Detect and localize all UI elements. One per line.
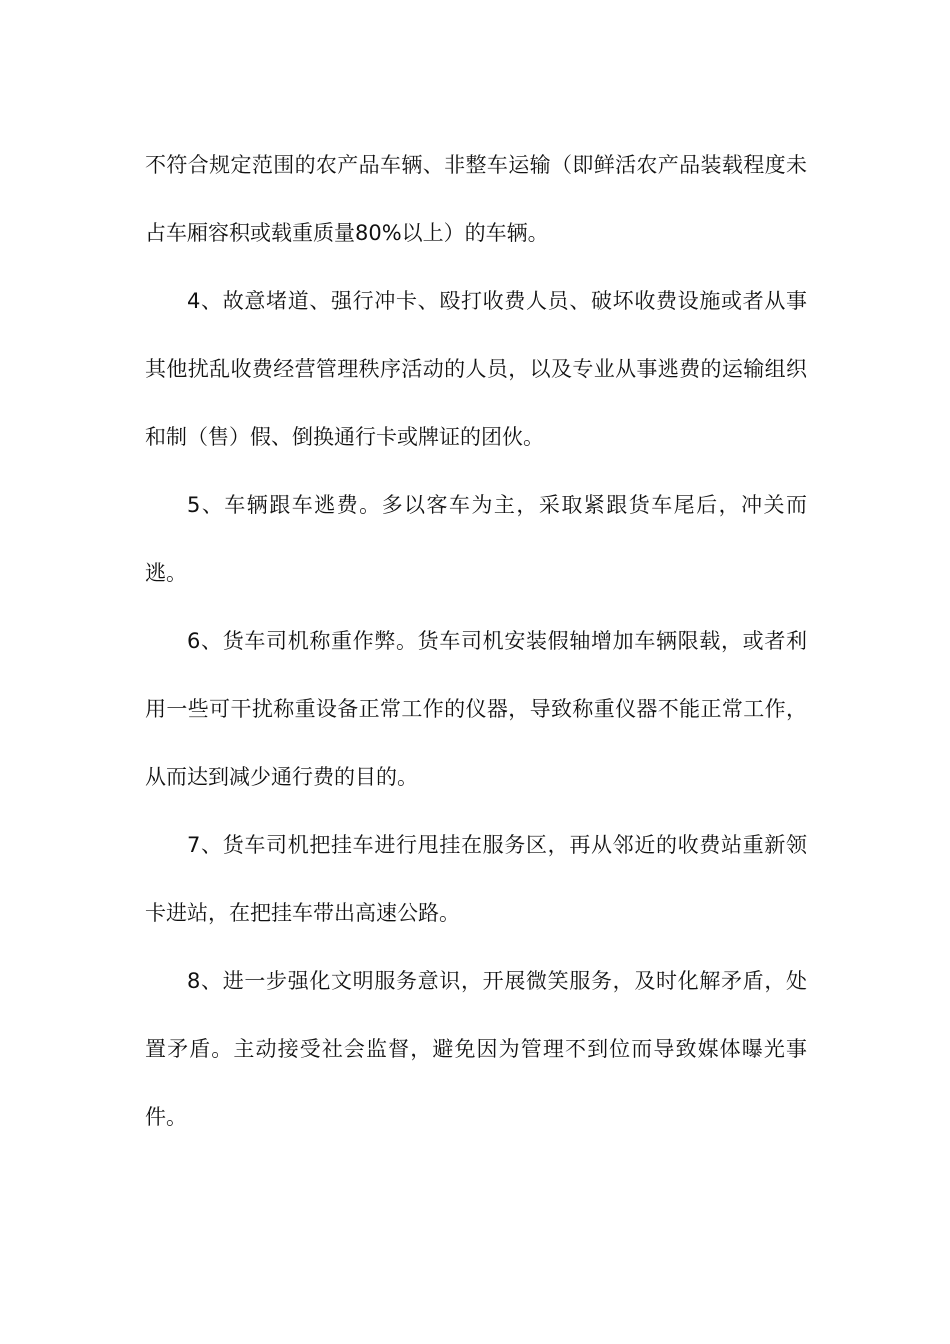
paragraph-continuation: 不符合规定范围的农产品车辆、非整车运输（即鲜活农产品装载程度未占车厢容积或载重质量80%以上）的车辆。: [145, 153, 807, 245]
document-body: [145, 131, 807, 1151]
paragraph-item-6: 6、货车司机称重作弊。货车司机安装假轴增加车辆限载，或者利用一些可干扰称重设备正常工作的仪器，导致称重仪器不能正常工作，从而达到减少通行费的目的。: [145, 629, 807, 789]
paragraph-item-7: 7、货车司机把挂车进行甩挂在服务区，再从邻近的收费站重新领卡进站，在把挂车带出高速公路。: [145, 833, 807, 925]
paragraph-item-5: 5、车辆跟车逃费。多以客车为主，采取紧跟货车尾后，冲关而逃。: [145, 493, 807, 585]
paragraph-item-4: 4、故意堵道、强行冲卡、殴打收费人员、破坏收费设施或者从事其他扰乱收费经营管理秩序活动的人员，以及专业从事逃费的运输组织和制（售）假、倒换通行卡或牌证的团伙。: [145, 289, 807, 449]
paragraph-item-8: 8、进一步强化文明服务意识，开展微笑服务，及时化解矛盾，处置矛盾。主动接受社会监督，避免因为管理不到位而导致媒体曝光事件。: [145, 969, 807, 1129]
